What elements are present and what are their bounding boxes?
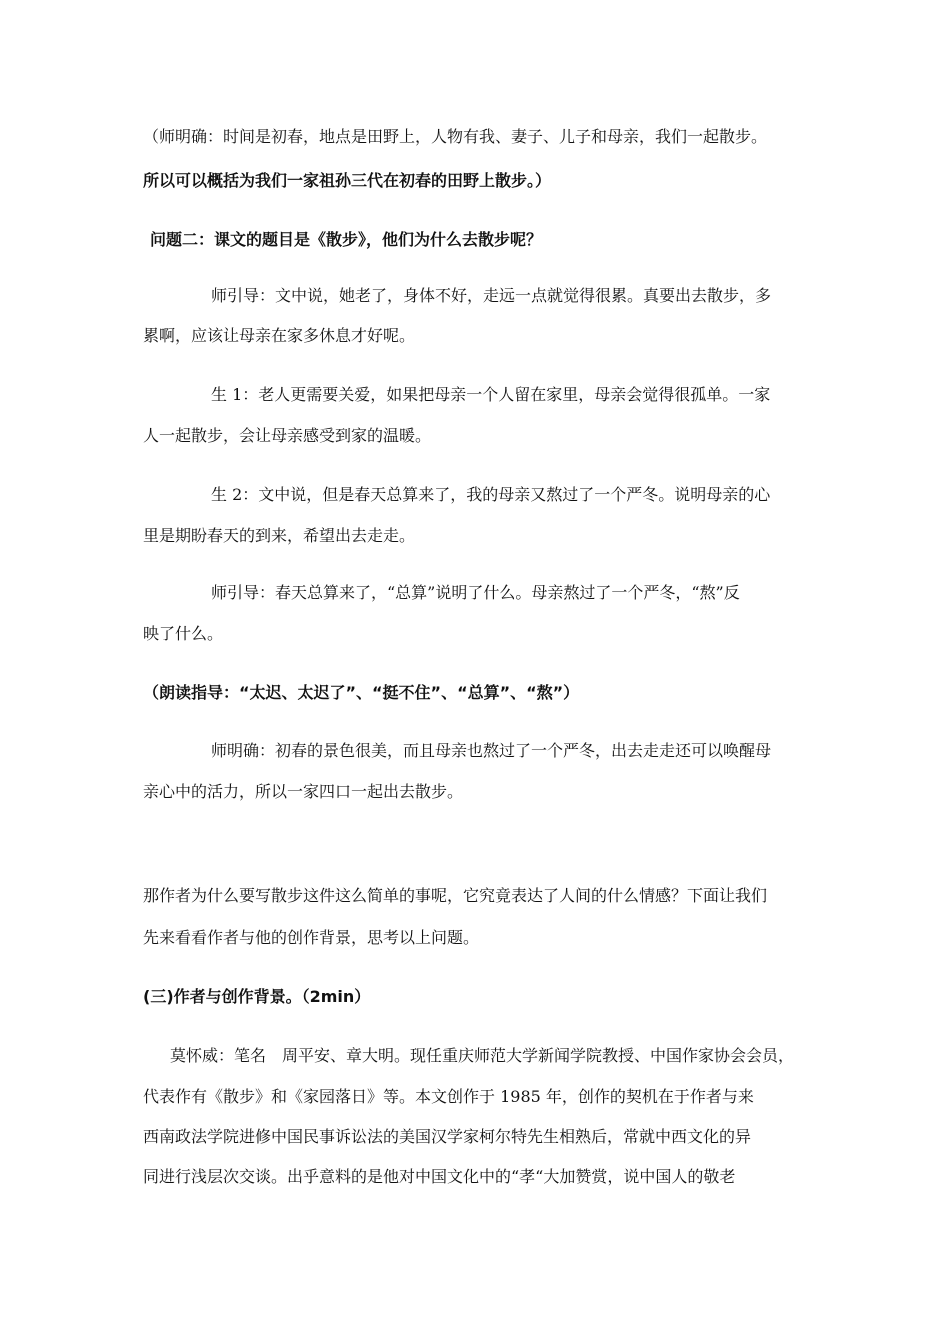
transition-line-2: 先来看看作者与他的创作背景，思考以上问题。 (143, 928, 480, 947)
student-one-line-1: 生 1：老人更需要关爱，如果把母亲一个人留在家里，母亲会觉得很孤单。一家 (211, 385, 771, 404)
section-three-heading: (三)作者与创作背景。（2min） (143, 987, 371, 1006)
student-two-line-2: 里是期盼春天的到来，希望出去走走。 (143, 526, 416, 545)
teacher-clarification-2-line-1: 师明确：初春的景色很美，而且母亲也熬过了一个严冬，出去走走还可以唤醒母 (211, 741, 772, 760)
student-one-line-2: 人一起散步，会让母亲感受到家的温暖。 (143, 426, 432, 445)
author-bio-line-3: 西南政法学院进修中国民事诉讼法的美国汉学家柯尔特先生相熟后，常就中西文化的异 (143, 1127, 752, 1146)
teacher-clarification-2-line-2: 亲心中的活力，所以一家四口一起出去散步。 (143, 782, 464, 801)
student-two-line-1: 生 2：文中说，但是春天总算来了，我的母亲又熬过了一个严冬。说明母亲的心 (211, 485, 771, 504)
teacher-guide-2-line-2: 映了什么。 (143, 624, 224, 643)
author-bio-line-2: 代表作有《散步》和《家园落日》等。本文创作于 1985 年，创作的契机在于作者与来 (143, 1087, 754, 1106)
question-two-heading: 问题二：课文的题目是《散步》，他们为什么去散步呢？ (150, 230, 543, 249)
reading-guidance: （朗读指导：“太迟、太迟了”、“挺不住”、“总算”、“熬”） (143, 683, 580, 702)
teacher-guide-line-2: 累啊，应该让母亲在家多休息才好呢。 (143, 326, 416, 345)
transition-line-1: 那作者为什么要写散步这件这么简单的事呢，它究竟表达了人间的什么情感？下面让我们 (143, 886, 768, 905)
teacher-guide-2-line-1: 师引导：春天总算来了，“总算”说明了什么。母亲熬过了一个严冬，“熬”反 (211, 583, 740, 602)
teacher-clarification-line-1: （师明确：时间是初春，地点是田野上，人物有我、妻子、儿子和母亲，我们一起散步。 (143, 127, 768, 146)
teacher-clarification-line-2: 所以可以概括为我们一家祖孙三代在初春的田野上散步。） (143, 171, 552, 190)
teacher-guide-line-1: 师引导：文中说，她老了，身体不好，走远一点就觉得很累。真要出去散步，多 (211, 286, 772, 305)
author-bio-line-1: 莫怀威：笔名 周平安、章大明。现任重庆师范大学新闻学院教授、中国作家协会会员， (170, 1046, 795, 1065)
author-bio-line-4: 同进行浅层次交谈。出乎意料的是他对中国文化中的“孝“大加赞赏，说中国人的敬老 (143, 1167, 736, 1186)
